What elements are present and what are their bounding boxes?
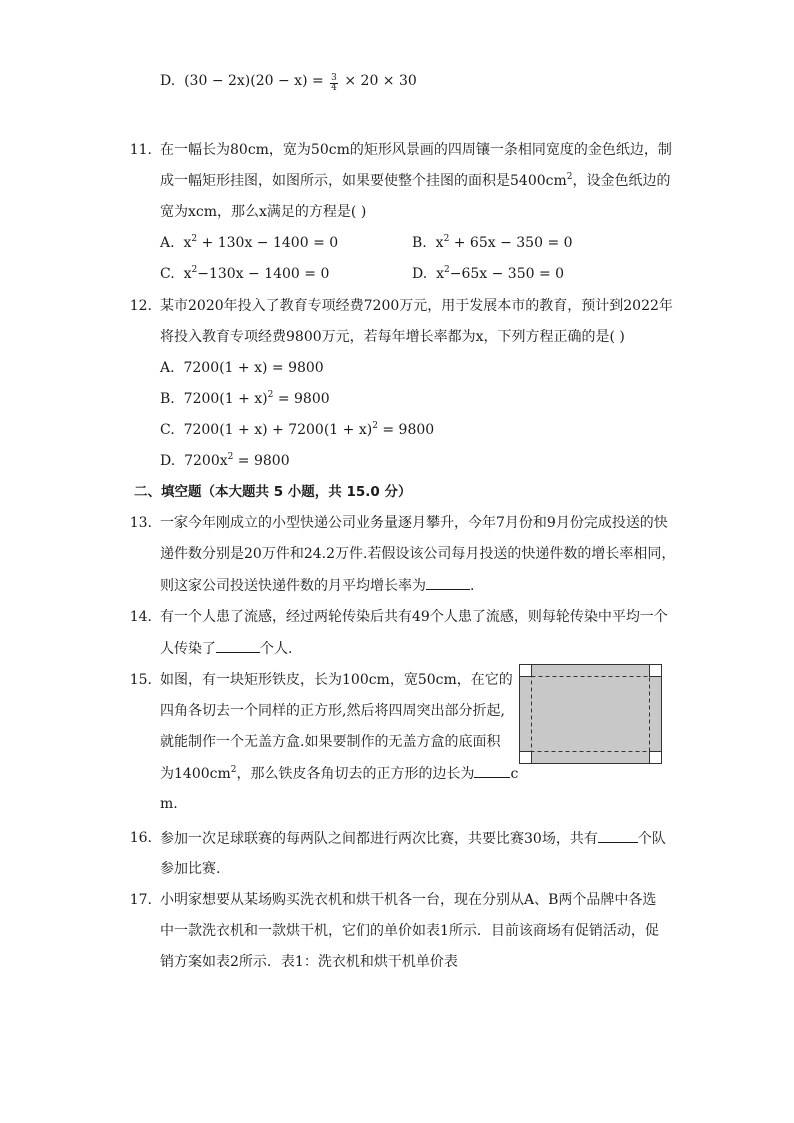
iron-sheet-figure: [519, 664, 662, 764]
question-text: 销方案如表2所示．表1：洗衣机和烘干机单价表: [160, 954, 458, 970]
question-text: 参加一次足球联赛的每两队之间都进行两次比赛，共要比赛30场，共有 个队: [160, 828, 666, 849]
question-text: 递件数分别是20万件和24.2万件.若假设该公司每月投送的快递件数的增长率相同，: [160, 546, 676, 562]
question-number: 15.: [129, 672, 152, 688]
question-number: 12.: [129, 298, 152, 314]
answer-blank[interactable]: [598, 828, 638, 843]
question-number: 16.: [129, 830, 152, 846]
question-text: 中一款洗衣机和一款烘干机，它们的单价如表1所示．目前该商场有促销活动，促: [160, 923, 659, 939]
question-text: 为$1400cm^2$，那么铁皮各角切去的正方形的边长为 c: [160, 765, 519, 782]
question-number: 11.: [129, 142, 152, 158]
question-text: 将投入教育专项经费9800万元，若每年增长率都为x，下列方程正确的是( ): [160, 329, 625, 345]
question-text: 就能制作一个无盖方盒.如果要制作的无盖方盒的底面积: [160, 734, 501, 750]
question-text: 则这家公司投送快递件数的月平均增长率为 .: [160, 575, 474, 596]
question-text: 人传染了 个人.: [160, 638, 292, 659]
option-c: C. $x^2-130x - 1400 = 0$: [160, 265, 330, 282]
option-a: A. $x^2 + 130x - 1400 = 0$: [160, 234, 339, 251]
question-text: 成一幅矩形挂图，如图所示，如果要使整个挂图的面积是$5400cm^2$，设金色纸边的: [160, 172, 671, 189]
question-text: 有一个人患了流感，经过两轮传染后共有49个人患了流感，则每轮传染中平均一个: [160, 609, 668, 625]
question-text: 小明家想要从某场购买洗衣机和烘干机各一台，现在分别从A、B两个品牌中各选: [160, 892, 657, 908]
sheet-outline: [520, 665, 662, 764]
q10-option-d: D. (30 − 2x)(20 − x) = $\frac{3}{4}$ × 20 × 30: [160, 73, 417, 93]
fraction: $\frac{3}{4}$: [331, 73, 337, 93]
corner-square: [520, 752, 532, 764]
question-text: 在一幅长为80cm，宽为50cm的矩形风景画的四周镶一条相同宽度的金色纸边，制: [160, 142, 672, 158]
option-b: B. $x^2 + 65x - 350 = 0$: [412, 234, 573, 251]
option-c: C. $7200(1 + x) + 7200(1 + x)^2 = 9800$: [160, 421, 435, 438]
answer-blank[interactable]: [426, 575, 470, 590]
corner-square: [520, 665, 532, 677]
question-text: 四角各切去一个同样的正方形,然后将四周突出部分折起,: [160, 703, 505, 719]
question-text: 一家今年刚成立的小型快递公司业务量逐月攀升，今年7月份和9月份完成投送的快: [160, 515, 668, 531]
option-a: A. 7200(1 + x) = 9800: [160, 360, 324, 376]
question-text: 参加比赛.: [160, 861, 221, 877]
question-number: 14.: [129, 609, 152, 625]
option-b: B. $7200(1 + x)^2 = 9800$: [160, 390, 330, 407]
section-heading: 二、填空题（本大题共 5 小题，共 15.0 分）: [134, 484, 412, 500]
question-number: 13.: [129, 515, 152, 531]
corner-square: [650, 752, 662, 764]
question-text: 某市2020年投入了教育专项经费7200万元，用于发展本市的教育，预计到2022年: [160, 298, 673, 314]
question-text: 宽为xcm，那么x满足的方程是( ): [160, 204, 367, 220]
question-number: 17.: [129, 892, 152, 908]
corner-square: [650, 665, 662, 677]
question-text: m.: [160, 796, 178, 812]
option-d: D. $x^2-65x - 350 = 0$: [412, 265, 565, 282]
option-d: D. $7200x^2 = 9800$: [160, 452, 290, 469]
question-text: 如图，有一块矩形铁皮，长为100cm，宽50cm，在它的: [160, 672, 513, 688]
answer-blank[interactable]: [216, 638, 260, 653]
answer-blank[interactable]: [474, 763, 510, 778]
